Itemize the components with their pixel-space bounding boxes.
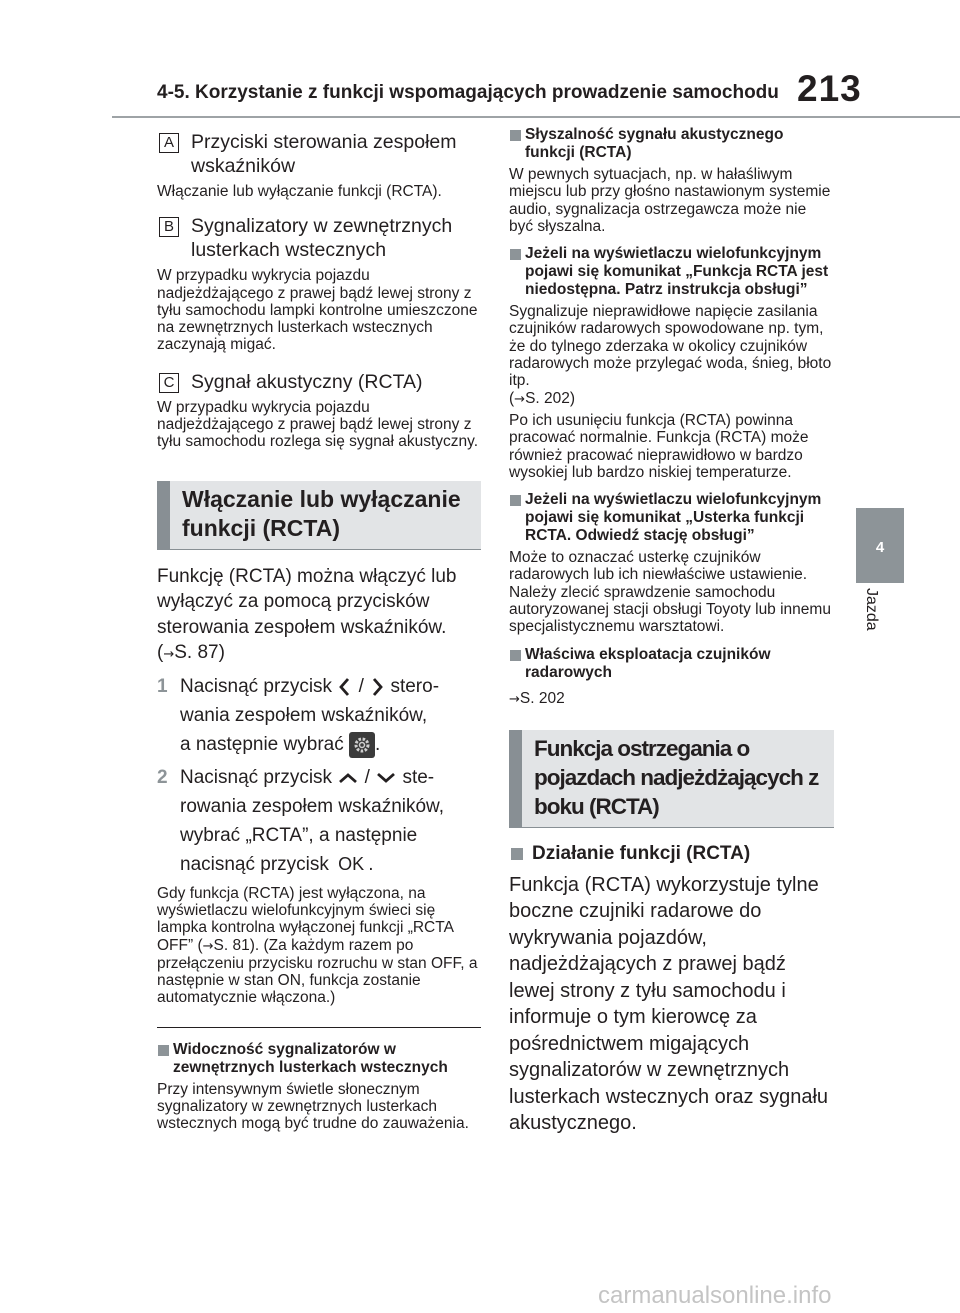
bullet-square-icon (510, 495, 521, 506)
step-note: Gdy funkcja (RCTA) jest wyłączona, na wyświetlaczu wielofunkcyjnym świeci się lampka kontrolna wyłączonej funkcji „RCTA OFF” (→S. 81). (Za każdym razem po przełączeniu przycisku rozruchu w stan OFF, a następnie w stan ON, funkcja zostanie automatycznie włączona.) (157, 884, 478, 1007)
header-title: 4-5. Korzystanie z funkcji wspomagających prowadzenie samochodu (157, 82, 779, 103)
unavailable-heading: Jeżeli na wyświetlaczu wielofunkcyjnym pojawi się komunikat „Funkcja RCTA jest niedostępna. Patrz instrukcja obsługi” (509, 245, 834, 299)
step-1: 1 Nacisnąć przycisk / stero-wania zespołem wskaźników, a następnie wybrać . (157, 672, 481, 759)
label-c-marker: C (159, 373, 179, 393)
chevron-up-icon (337, 771, 359, 785)
label-c-text: W przypadku wykrycia pojazdu nadjeżdżającego z prawej bądź lewej strony z tyłu samochodu rozlega się sygnał akustyczny. (157, 398, 479, 451)
malfunction-heading: Jeżeli na wyświetlaczu wielofunkcyjnym pojawi się komunikat „Usterka funkcji RCTA. Odwiedź stację obsługi” (509, 491, 834, 545)
label-b (157, 214, 481, 262)
bullet-square-icon (511, 848, 523, 860)
step-1-number: 1 (157, 675, 168, 697)
malfunction-text: Może to oznaczać usterkę czujników radarowych lub ich niewłaściwe ustawienie. Należy zlecić sprawdzenie samochodu autoryzowanej stacji obsługi Toyoty lub innemu specjalistycznemu warsztatowi. (509, 549, 831, 636)
arrow-right-icon: → (509, 691, 520, 707)
step-2: 2 Nacisnąć przycisk / ste-rowania zespołem wskaźników, wybrać „RCTA”, a następnie nacisnąć przycisk OK . (157, 763, 481, 879)
intro-text: Funkcję (RCTA) można włączyć lub wyłączyć za pomocą przycisków sterowania zespołem wskaźników. (→S. 87) (157, 565, 457, 664)
label-a-marker: A (159, 133, 179, 153)
intro-page-ref[interactable]: S. 87 (174, 642, 219, 664)
header-rule (112, 116, 960, 118)
unavailable-text-2: Po ich usunięciu funkcja (RCTA) powinna pracować normalnie. Funkcja (RCTA) może również pracować nieprawidłowo w bardzo wysokiej lub bardzo niskiej temperaturze. (509, 411, 809, 481)
bullet-square-icon (510, 249, 521, 260)
visibility-text: Przy intensywnym świetle słonecznym sygnalizatory w zewnętrznych lusterkach wstecznych mogą być trudne do zauważenia. (157, 1080, 469, 1133)
audio-text: W pewnych sytuacjach, np. w hałaśliwym miejscu lub przy głośno nastawionym systemie audio, sygnalizacja ostrzegawcza może nie być słyszalna. (509, 166, 831, 235)
visibility-heading: Widoczność sygnalizatorów w zewnętrznych lusterkach wstecznych (157, 1041, 481, 1077)
unavailable-text: Sygnalizuje nieprawidłowe napięcie zasilania czujników radarowych spowodowane np. tym, że do tylnego zderzaka w okolicy czujników radarowych może przylegać woda, śnieg, błoto itp. (→S. 202) (509, 303, 832, 407)
ok-button-label: OK (338, 853, 365, 874)
sensor-care-page-ref[interactable]: S. 202 (519, 689, 565, 707)
label-a-text: Włączanie lub wyłączanie funkcji (RCTA). (157, 183, 442, 200)
section-heading-rcta: Funkcja ostrzegania o pojazdach nadjeżdżających z boku (RCTA) (509, 730, 834, 828)
sensor-care-heading: Właściwa eksploatacja czujników radarowych (509, 646, 834, 682)
watermark: carmanualsonline.info (598, 1282, 832, 1309)
left-column (157, 130, 481, 1133)
operation-text: Funkcja (RCTA) wykorzystuje tylne boczne czujniki radarowe do wykrywania pojazdów, nadjeżdżających z prawej bądź lewej strony z tyłu samochodu i informuje o tym kierowcę za pośrednictwem migających sygnalizatorów w zewnętrznych lusterkach wstecznych oraz sygnału akustycznego. (509, 873, 829, 1135)
label-c-title: Sygnał akustyczny (RCTA) (191, 370, 423, 393)
label-b-marker: B (159, 217, 179, 237)
right-column (509, 126, 834, 1137)
settings-gear-icon (349, 732, 375, 758)
label-b-text: W przypadku wykrycia pojazdu nadjeżdżającego z prawej bądź lewej strony z tyłu samochodu lampki kontrolne umieszczone na zewnętrznych lusterkach wstecznych zaczynają migać. (157, 267, 478, 354)
arrow-right-icon: → (163, 647, 175, 663)
chapter-tab[interactable]: 4 (856, 508, 904, 583)
operation-heading: Działanie funkcji (RCTA) (509, 842, 834, 866)
note-page-ref[interactable]: S. 81 (213, 936, 250, 954)
section-heading-toggle: Włączanie lub wyłączanie funkcji (RCTA) (157, 481, 481, 550)
unavailable-page-ref[interactable]: S. 202 (525, 389, 570, 407)
chevron-left-icon (337, 677, 353, 697)
audio-heading: Słyszalność sygnału akustycznego funkcji (RCTA) (509, 126, 834, 162)
label-a-title: Przyciski sterowania zespołem wskaźników (191, 131, 457, 177)
label-c (157, 370, 481, 394)
label-b-title: Sygnalizatory w zewnętrznych lusterkach wstecznych (191, 215, 453, 262)
step-2-number: 2 (157, 766, 168, 788)
bullet-square-icon (510, 130, 521, 141)
chevron-down-icon (375, 771, 397, 785)
label-a (157, 130, 481, 178)
page-number: 213 (797, 68, 862, 109)
section-divider (157, 1027, 481, 1028)
chapter-label: Jazda (863, 588, 880, 631)
chevron-right-icon (369, 677, 385, 697)
arrow-right-icon: → (514, 391, 526, 407)
bullet-square-icon (510, 650, 521, 661)
sensor-care-ref (509, 690, 834, 708)
arrow-right-icon: → (202, 938, 214, 954)
bullet-square-icon (158, 1045, 169, 1056)
